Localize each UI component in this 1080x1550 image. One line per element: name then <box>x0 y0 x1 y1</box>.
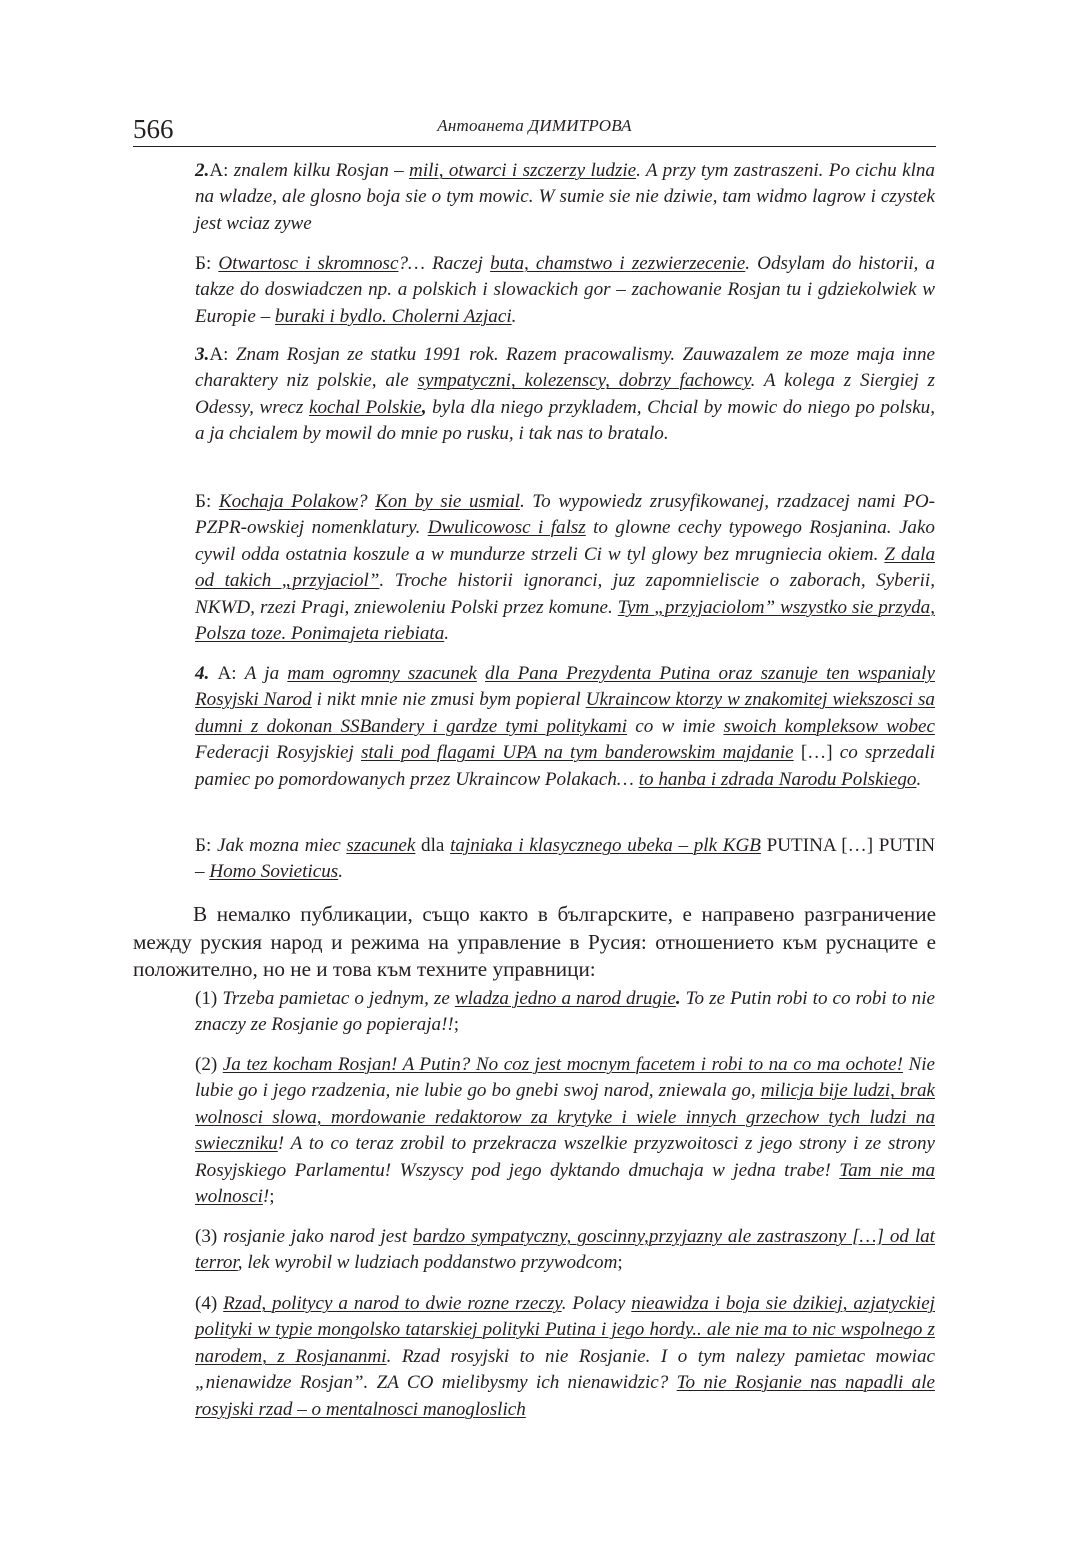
example-4: (4) Rzad, politycy a narod to dwie rozne rzeczy. Polacy nieawidza i boja sie dzikiej, azjatyckiej polityki w typie mongolsko tatarskiej polityki Putina i jego hordy.. ale nie ma to nic wspolnego z narodem, z Rosjananmi. Rzad rosyjski to nie Rosjanie. I o tym nalezy pamietac mowiac „nienawidze Rosjan”. ZA CO mielibysmy ich nienawidzic? To nie Rosjanie nas napadli ale rosyjski rzad – o mentalnosci manogloslich <box>195 1293 936 1420</box>
quote-3-a: 3.А: Znam Rosjan ze statku 1991 rok. Razem pracowalismy. Zauwazalem ze moze maja inne charaktery niz polskie, ale sympatyczni, kolezenscy, dobrzy fachowcy. A kolega z Siergiej z Odessy, wrecz kochal Polskie, byla dla niego przykladem, Chcial by mowic do niego po polsku, a ja chcialem by mowil do mnie po rusku, i tak nas to bratalo. <box>195 344 936 445</box>
quote-2-a: 2.А: znalem kilku Rosjan – mili, otwarci i szczerzy ludzie. A przy tym zastraszeni. Po cichu klna na wladze, ale glosno boja sie o tym mowic. W sumie sie nie dziwie, tam widmo lagrow i czystek jest wciaz zywe <box>195 160 935 234</box>
running-header <box>133 112 936 147</box>
quote-4-b: Б: Jak mozna miec szacunek dla tajniaka i klasycznego ubeka – plk KGB PUTINA […] PUTIN – Homo Sovieticus. <box>195 835 935 883</box>
quote-4-a: 4. А: A ja mam ogromny szacunek dla Pana Prezydenta Putina oraz szanuje ten wspanialy Rosyjski Narod i nikt mnie nie zmusi bym popieral Ukraincow ktorzy w znakomitej wiekszosci sa dumni z dokonan SSBandery i gardze tymi politykami co w imie swoich kompleksow wobec Federacji Rosyjskiej stali pod flagami UPA na tym banderowskim majdanie […] co sprzedali pamiec po pomordowanych przez Ukraincow Polakach… to hanba i zdrada Narodu Polskiego. <box>195 663 935 790</box>
page-number: 566 <box>133 114 174 144</box>
example-1: (1) Trzeba pamietac o jednym, ze wladza jedno a narod drugie. To ze Putin robi to co robi to nie znaczy ze Rosjanie go popieraja!!; <box>195 988 935 1036</box>
quote-2-b: Б: Otwartosc i skromnosc?… Raczej buta, chamstwo i zezwierzecenie. Odsylam do historii, a takze do doswiadczen np. a polskich i slowackich gor – zachowanie Rosjan tu i gdziekolwiek w Europie – buraki i bydlo. Cholerni Azjaci. <box>195 253 935 327</box>
example-3: (3) rosjanie jako narod jest bardzo sympatyczny, goscinny,przyjazny ale zastraszony […] od lat terror, lek wyrobil w ludziach poddanstwo przywodcom; <box>195 1226 935 1274</box>
example-2: (2) Ja tez kocham Rosjan! A Putin? No coz jest mocnym facetem i robi to na co ma ochote! Nie lubie go i jego rzadzenia, nie lubie go bo gnebi swoj narod, zniewala go, milicja bije ludzi, brak wolnosci slowa, mordowanie redaktorow za krytyke i wiele innych grzechow tych ludzi na swieczniku! A to co teraz zrobil to przekracza wszelkie przyzwoitosci z jego strony i ze strony Rosyjskiego Parlamentu! Wszyscy pod jego dyktando dmuchaja w jedna trabe! Tam nie ma wolnosci!; <box>195 1054 935 1208</box>
body-paragraph: В немалко публикации, също както в българските, е направено разграничение между руския народ и режима на управление в Русия: отношението към руснаците е положително, но не и това към техните управници: <box>133 902 936 982</box>
quote-3-b: Б: Kochaja Polakow? Kon by sie usmial. To wypowiedz zrusyfikowanej, rzadzacej nami PO-PZPR-owskiej nomenklatury. Dwulicowosc i falsz to glowne cechy typowego Rosjanina. Jako cywil odda ostatnia koszule a w mundurze strzeli Ci w tyl glowy bez mrugniecia okiem. Z dala od takich „przyjaciol”. Troche historii ignoranci, juz zapomnieliscie o zaborach, Syberii, NKWD, rzezi Pragi, zniewoleniu Polski przez komune. Tym „przyjaciolom” wszystko sie przyda, Polsza toze. Ponimajeta riebiata. <box>195 491 936 645</box>
running-head-author: Антоанета ДИМИТРОВА <box>437 116 632 135</box>
